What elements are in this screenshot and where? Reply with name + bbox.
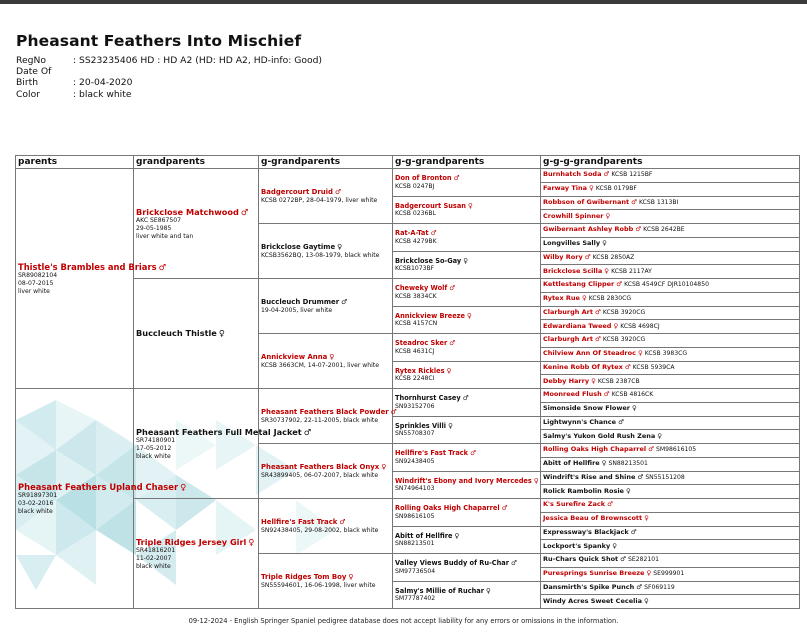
ggg-19-sex-icon: ♀: [657, 431, 663, 440]
ggg-cell: [541, 595, 800, 609]
gg-cell: [393, 306, 541, 334]
ggg-cell: [541, 196, 800, 210]
gg-5-sex-icon: ♀: [467, 311, 472, 320]
ggg-cell: [541, 169, 800, 183]
ggp-info: SR43899405, 06-07-2007, black white: [261, 471, 379, 479]
ggg-7-link[interactable]: Brickclose Scilla: [543, 266, 603, 275]
gg-7-sex-icon: ♀: [446, 366, 452, 375]
ggg-23-sex-icon: ♀: [626, 486, 631, 495]
ggg-26-sex-icon: ♂: [630, 527, 637, 536]
ggg-2-link[interactable]: Robbson of Gwibernant: [543, 197, 630, 206]
ggg-29-link[interactable]: Puresprings Sunrise Breeze: [543, 569, 645, 578]
gg-cell: [393, 526, 541, 554]
ggp-info: KCSB3562BQ, 13-08-1979, black white: [261, 251, 380, 259]
sire-gp_dam-ggp_dam-cell: [259, 334, 393, 389]
header-grandparents: grandparents: [134, 156, 259, 169]
ggg-22-link[interactable]: Windrift's Rise and Shine: [543, 472, 636, 481]
footer-disclaimer: 09-12-2024 - English Springer Spaniel pedigree database does not accept liability for any errors or omissions in the information.: [188, 617, 619, 625]
dam-reg: SR91897301: [18, 492, 58, 500]
gg-2-reg: KCSB 4279BK: [395, 237, 437, 245]
gg-11-sex-icon: ♀: [533, 476, 539, 485]
gg-4-sex-icon: ♂: [449, 284, 456, 293]
ggg-15-sex-icon: ♀: [591, 376, 596, 385]
gg-2-link[interactable]: Rat-A-Tat: [395, 229, 429, 238]
sire-color: liver white: [18, 287, 50, 295]
gg-cell: [393, 224, 541, 252]
sire-link[interactable]: Thistle's Brambles and Briars: [18, 261, 157, 272]
ggg-11-link[interactable]: Edwardiana Tweed: [543, 321, 612, 330]
gg-cell: [393, 361, 541, 389]
gg-0-sex-icon: ♂: [453, 174, 460, 183]
ggg-cell: [541, 224, 800, 238]
ggg-11-reg: KCSB 4698CJ: [620, 322, 660, 330]
ggp-4-link[interactable]: Buccleuch Drummer: [261, 297, 340, 306]
color-value: : black white: [73, 88, 132, 100]
gg-8-sex-icon: ♂: [462, 394, 469, 403]
ggg-25-link[interactable]: Jessica Beau of Brownscott: [543, 514, 643, 523]
ggg-26-link[interactable]: Expressway's Blackjack: [543, 527, 629, 536]
pedigree-row: [16, 169, 800, 183]
sire-gp_sire-link[interactable]: Brickclose Matchwood: [136, 206, 239, 217]
ggp-4-sex-icon: ♂: [341, 297, 348, 306]
gg-15-link[interactable]: Salmy's Millie of Ruchar: [395, 586, 485, 595]
ggg-16-link[interactable]: Moonreed Flush: [543, 390, 602, 399]
gg-cell: [393, 471, 541, 499]
regno-row: [16, 55, 322, 66]
dam-gp_sire-dob: 17-05-2012: [136, 445, 172, 452]
ggg-17-sex-icon: ♀: [632, 404, 637, 413]
ggg-cell: [541, 540, 800, 554]
ggp-10-link[interactable]: Pheasant Feathers Black Onyx: [261, 462, 380, 471]
dam-gp_sire-sex-icon: ♂: [303, 426, 312, 437]
gg-4-reg: KCSB 3834CK: [395, 292, 437, 300]
gg-7-reg: KCSB 2248CI: [395, 375, 435, 383]
ggg-cell: [541, 375, 800, 389]
ggg-16-sex-icon: ♂: [603, 390, 610, 399]
ggg-cell: [541, 526, 800, 540]
gg-cell: [393, 416, 541, 444]
gg-0-reg: KCSB 0247BJ: [395, 182, 435, 190]
ggg-16-reg: KCSB 4816CK: [611, 391, 654, 399]
ggg-cell: [541, 457, 800, 471]
gg-2-sex-icon: ♂: [430, 229, 437, 238]
ggg-28-reg: SE282101: [628, 556, 659, 564]
ggg-30-reg: SF069119: [644, 583, 675, 591]
ggg-cell: [541, 444, 800, 458]
pedigree-row: [16, 499, 800, 513]
ggg-cell: [541, 292, 800, 306]
ggg-cell: [541, 347, 800, 361]
ggg-1-reg: KCSB 0179BF: [595, 185, 637, 193]
ggg-6-sex-icon: ♂: [584, 252, 591, 261]
gg-cell: [393, 196, 541, 224]
ggp-2-sex-icon: ♀: [337, 242, 343, 251]
ggg-31-sex-icon: ♀: [643, 596, 649, 605]
ggg-7-sex-icon: ♀: [604, 266, 610, 275]
sire-gp_dam-sex-icon: ♀: [218, 328, 225, 339]
ggg-15-link[interactable]: Debby Harry: [543, 376, 590, 385]
gg-cell: [390, 389, 541, 417]
ggg-21-sex-icon: ♀: [601, 459, 607, 468]
ggg-28-sex-icon: ♂: [620, 555, 626, 564]
ggg-31-link[interactable]: Windy Acres Sweet Cecelia: [543, 596, 642, 605]
top-border: [0, 0, 807, 4]
sire-gp_dam-link[interactable]: Buccleuch Thistle: [136, 328, 217, 339]
gg-0-link[interactable]: Don of Bronton: [395, 174, 452, 183]
gg-cell: [393, 554, 541, 582]
ggp-6-sex-icon: ♀: [329, 352, 335, 361]
ggg-4-sex-icon: ♂: [635, 225, 642, 234]
sire-dob: 08-07-2015: [18, 280, 54, 287]
page-title: Pheasant Feathers Into Mischief: [16, 32, 302, 50]
gg-15-sex-icon: ♀: [486, 586, 491, 595]
sire-gp_sire-sex-icon: ♂: [240, 206, 249, 217]
ggg-19-link[interactable]: Salmy's Yukon Gold Rush Zena: [543, 431, 656, 440]
gg-3-sex-icon: ♀: [463, 256, 469, 265]
color-row: [16, 89, 322, 100]
ggg-10-reg: KCSB 3920CG: [602, 308, 646, 316]
ggg-27-link[interactable]: Lockport's Spanky: [543, 541, 611, 550]
ggg-5-link[interactable]: Longvilles Sally: [543, 239, 601, 248]
sire-gp_sire-dob: 29-05-1985: [136, 225, 172, 232]
ggp-2-link[interactable]: Brickclose Gaytime: [261, 242, 336, 251]
ggp-14-sex-icon: ♀: [348, 572, 354, 581]
ggg-13-link[interactable]: Chilview Ann Of Steadroc: [543, 349, 636, 358]
ggp-8-link[interactable]: Pheasant Feathers Black Powder: [261, 407, 389, 416]
ggg-cell: [541, 567, 800, 581]
gg-13-reg: SN88213501: [395, 540, 435, 548]
pedigree-body: [16, 156, 800, 609]
ggg-4-reg: KCSB 2642BE: [643, 226, 685, 234]
ggg-3-link[interactable]: Crowhill Spinner: [543, 211, 604, 220]
dam-link[interactable]: Pheasant Feathers Upland Chaser: [18, 481, 179, 492]
ggg-14-sex-icon: ♂: [624, 362, 631, 371]
dam-dob: 03-02-2016: [18, 500, 54, 507]
ggg-10-link[interactable]: Clarburgh Art: [543, 307, 593, 316]
gg-5-reg: KCSB 4157CN: [395, 320, 438, 328]
ggg-10-sex-icon: ♂: [594, 307, 601, 316]
ggg-18-link[interactable]: Lightwynn's Chance: [543, 417, 617, 426]
gg-11-reg: SN74964103: [395, 485, 435, 493]
sire-gp_dam-ggp_sire-cell: [259, 279, 393, 334]
gg-14-sex-icon: ♂: [511, 559, 517, 568]
header-g-g-g-grandparents: g-g-g-grandparents: [541, 156, 800, 169]
ggg-21-link[interactable]: Abitt of Hellfire: [543, 459, 600, 468]
ggg-13-reg: KCSB 3983CG: [644, 350, 688, 358]
dam-gp_sire-color: black white: [136, 452, 171, 460]
ggg-22-reg: SN55151208: [645, 473, 685, 481]
gg-cell: [393, 251, 541, 279]
regno-value: : SS23235406 HD : HD A2 (HD: HD A2, HD-info: Good): [73, 55, 323, 66]
gg-4-link[interactable]: Cheweky Wolf: [395, 284, 448, 293]
gg-3-reg: KCSB1073BF: [395, 265, 435, 273]
ggg-14-link[interactable]: Kenine Robb Of Rytex: [543, 362, 623, 371]
color-label: Color: [16, 88, 40, 100]
ggg-6-reg: KCSB 2850AZ: [592, 253, 635, 261]
ggg-8-reg: KCSB 4549CF DJR10104850: [624, 281, 709, 289]
ggg-28-link[interactable]: Ru-Chars Quick Shot: [543, 555, 619, 564]
gg-14-reg: SM97736504: [395, 567, 436, 575]
gg-9-link[interactable]: Sprinkles Villi: [395, 421, 447, 430]
ggp-info: SR30737902, 22-11-2005, black white: [261, 416, 379, 424]
ggg-6-link[interactable]: Wilby Rory: [543, 252, 583, 261]
ggg-cell: [541, 554, 800, 568]
pedigree-row: [16, 279, 800, 293]
sire-reg: SR89082104: [18, 272, 58, 280]
ggg-cell: [541, 182, 800, 196]
ggg-cell: [541, 389, 800, 403]
ggg-24-sex-icon: ♂: [607, 500, 613, 509]
sire-gp_sire-color: liver white and tan: [136, 232, 194, 240]
gg-5-link[interactable]: Annickview Breeze: [395, 311, 465, 320]
ggg-cell: [541, 210, 800, 224]
ggg-5-sex-icon: ♀: [602, 239, 607, 248]
ggg-3-sex-icon: ♀: [605, 211, 611, 220]
gg-cell: [393, 499, 541, 527]
dam-gp_dam-reg: SR41816201: [136, 547, 176, 555]
ggg-0-link[interactable]: Burnhatch Soda: [543, 170, 602, 179]
ggg-18-sex-icon: ♂: [618, 417, 624, 426]
ggg-12-sex-icon: ♂: [594, 335, 601, 344]
header-row: [16, 156, 800, 169]
ggg-9-link[interactable]: Rytex Rue: [543, 294, 580, 303]
ggg-cell: [541, 471, 800, 485]
ggp-12-sex-icon: ♂: [339, 517, 346, 526]
gg-cell: [393, 581, 541, 609]
ggg-2-sex-icon: ♂: [631, 197, 637, 206]
ggg-0-reg: KCSB 1215BF: [611, 171, 653, 179]
gg-12-sex-icon: ♂: [501, 504, 508, 513]
dog-info: [16, 55, 322, 100]
gg-cell: [393, 169, 541, 197]
sire-gp_sire-ggp_dam-cell: [259, 224, 393, 279]
ggg-27-sex-icon: ♀: [612, 541, 618, 550]
gg-6-sex-icon: ♂: [449, 339, 456, 348]
ggg-29-sex-icon: ♀: [646, 569, 652, 578]
gg-6-link[interactable]: Steadroc Sker: [395, 339, 448, 348]
ggp-0-sex-icon: ♂: [335, 187, 342, 196]
gg-10-sex-icon: ♂: [470, 449, 477, 458]
ggg-30-link[interactable]: Dansmirth's Spike Punch: [543, 582, 635, 591]
ggg-0-sex-icon: ♂: [603, 170, 610, 179]
ggp-info: KCSB 0272BP, 28-04-1979, liver white: [261, 196, 378, 204]
ggg-cell: [541, 361, 800, 375]
dam-gp_sire-reg: SR74180901: [136, 437, 176, 445]
dam-gp_dam-color: black white: [136, 562, 171, 570]
gg-14-link[interactable]: Valley Views Buddy of Ru-Char: [395, 559, 509, 568]
gg-6-reg: KCSB 4631CJ: [395, 347, 435, 355]
ggg-cell: [541, 581, 800, 595]
pedigree-row: [16, 389, 800, 403]
dob-row: [16, 66, 322, 88]
pedigree-table: [15, 155, 800, 609]
ggg-cell: [541, 499, 800, 513]
ggg-21-reg: SN88213501: [608, 460, 648, 468]
gg-1-sex-icon: ♀: [468, 201, 473, 210]
dam-gp_dam-cell: [134, 499, 259, 609]
ggg-22-sex-icon: ♂: [637, 472, 644, 481]
ggp-12-link[interactable]: Hellfire's Fast Track: [261, 517, 338, 526]
dam-sex-icon: ♀: [180, 481, 187, 492]
sire-gp_sire-ggp_sire-cell: [259, 169, 393, 224]
sire-gp_dam-cell: [134, 279, 259, 389]
dob-value: : 20-04-2020: [73, 77, 133, 89]
ggp-info: 19-04-2005, liver white: [261, 306, 333, 314]
gg-10-reg: SN92438405: [395, 457, 435, 465]
gg-1-link[interactable]: Badgercourt Susan: [395, 201, 466, 210]
ggg-cell: [541, 251, 800, 265]
ggp-8-sex-icon: ♂: [390, 407, 397, 416]
sire-sex-icon: ♂: [158, 261, 167, 272]
ggg-cell: [541, 265, 800, 279]
dob-label: Date Of Birth: [16, 66, 52, 89]
gg-7-link[interactable]: Rytex Rickles: [395, 366, 445, 375]
ggg-8-link[interactable]: Kettlestang Clipper: [543, 280, 615, 289]
ggg-12-link[interactable]: Clarburgh Art: [543, 335, 593, 344]
dam-gp_dam-ggp_sire-cell: [259, 499, 393, 554]
header-g-grandparents: g-grandparents: [259, 156, 393, 169]
ggg-4-link[interactable]: Gwibernant Ashley Robb: [543, 225, 634, 234]
gg-9-sex-icon: ♀: [448, 421, 453, 430]
gg-15-reg: SM77787402: [395, 595, 436, 603]
dam-gp_sire-ggp_dam-cell: [259, 444, 393, 499]
ggg-13-sex-icon: ♀: [637, 349, 643, 358]
sire-gp_sire-reg: AKC SE867507: [136, 217, 182, 225]
ggg-25-sex-icon: ♀: [644, 514, 649, 523]
gg-3-link[interactable]: Brickclose So-Gay: [395, 256, 462, 265]
ggg-7-reg: KCSB 2117AY: [611, 267, 652, 275]
gg-11-link[interactable]: Windrift's Ebony and Ivory Mercedes: [395, 476, 532, 485]
gg-8-reg: SN93152706: [395, 402, 435, 410]
ggg-cell: [541, 237, 800, 251]
gg-12-link[interactable]: Rolling Oaks High Chaparrel: [395, 504, 500, 513]
ggg-cell: [541, 279, 800, 293]
ggg-17-link[interactable]: Simonside Snow Flower: [543, 404, 630, 413]
ggg-14-reg: KCSB 5939CA: [632, 363, 675, 371]
ggg-20-reg: SM98616105: [656, 446, 697, 454]
ggg-11-sex-icon: ♀: [613, 321, 619, 330]
ggg-cell: [541, 430, 800, 444]
ggg-20-sex-icon: ♂: [648, 445, 654, 454]
header-parents: parents: [16, 156, 134, 169]
ggp-info: SN55594601, 16-06-1998, liver white: [261, 581, 376, 589]
gg-cell: [393, 279, 541, 307]
gg-8-link[interactable]: Thornhurst Casey: [395, 394, 461, 403]
gg-cell: [393, 334, 541, 362]
dam-gp_dam-link[interactable]: Triple Ridges Jersey Girl: [136, 536, 247, 547]
gg-9-reg: SN55708307: [395, 430, 435, 438]
ggg-8-sex-icon: ♂: [616, 280, 623, 289]
ggg-cell: [541, 306, 800, 320]
ggg-12-reg: KCSB 3920CG: [602, 336, 646, 344]
ggp-10-sex-icon: ♀: [381, 462, 387, 471]
ggg-cell: [541, 485, 800, 499]
gg-13-link[interactable]: Abitt of Hellfire: [395, 531, 453, 540]
ggp-6-link[interactable]: Annickview Anna: [261, 352, 328, 361]
ggp-14-link[interactable]: Triple Ridges Tom Boy: [261, 572, 347, 581]
gg-10-link[interactable]: Hellfire's Fast Track: [395, 449, 469, 458]
ggg-29-reg: SE999901: [653, 570, 685, 578]
ggg-cell: [541, 402, 800, 416]
ggg-9-sex-icon: ♀: [581, 294, 587, 303]
ggg-23-link[interactable]: Rolick Rambolin Rosie: [543, 486, 624, 495]
ggg-cell: [541, 334, 800, 348]
dam-color: black white: [18, 507, 53, 515]
ggg-cell: [541, 416, 800, 430]
gg-1-reg: KCSB 0236BL: [395, 210, 436, 218]
header-g-g-grandparents: g-g-grandparents: [393, 156, 541, 169]
gg-12-reg: SN98616105: [395, 512, 435, 520]
dam-gp_dam-ggp_dam-cell: [259, 554, 393, 609]
ggp-info: SN92438405, 29-08-2002, black white: [261, 526, 379, 534]
dam-gp_dam-dob: 11-02-2007: [136, 555, 172, 562]
gg-cell: [393, 444, 541, 472]
ggg-15-reg: KCSB 2387CB: [597, 377, 640, 385]
ggp-info: KCSB 3663CM, 14-07-2001, liver white: [261, 361, 379, 369]
dam-gp_dam-sex-icon: ♀: [248, 536, 255, 547]
ggg-cell: [541, 512, 800, 526]
ggg-1-link[interactable]: Farway Tina: [543, 184, 588, 193]
ggg-9-reg: KCSB 2830CG: [588, 295, 632, 303]
ggg-30-sex-icon: ♂: [636, 582, 643, 591]
ggg-1-sex-icon: ♀: [589, 184, 594, 193]
ggg-24-link[interactable]: K's Surefire Zack: [543, 500, 606, 509]
ggg-20-link[interactable]: Rolling Oaks High Chaparrel: [543, 445, 647, 454]
regno-label: RegNo: [16, 55, 46, 66]
gg-13-sex-icon: ♀: [454, 531, 460, 540]
ggg-cell: [541, 320, 800, 334]
ggp-0-link[interactable]: Badgercourt Druid: [261, 187, 333, 196]
dam-gp_sire-link[interactable]: Pheasant Feathers Full Metal Jacket: [136, 426, 302, 437]
ggg-2-reg: KCSB 1313BI: [639, 198, 679, 206]
